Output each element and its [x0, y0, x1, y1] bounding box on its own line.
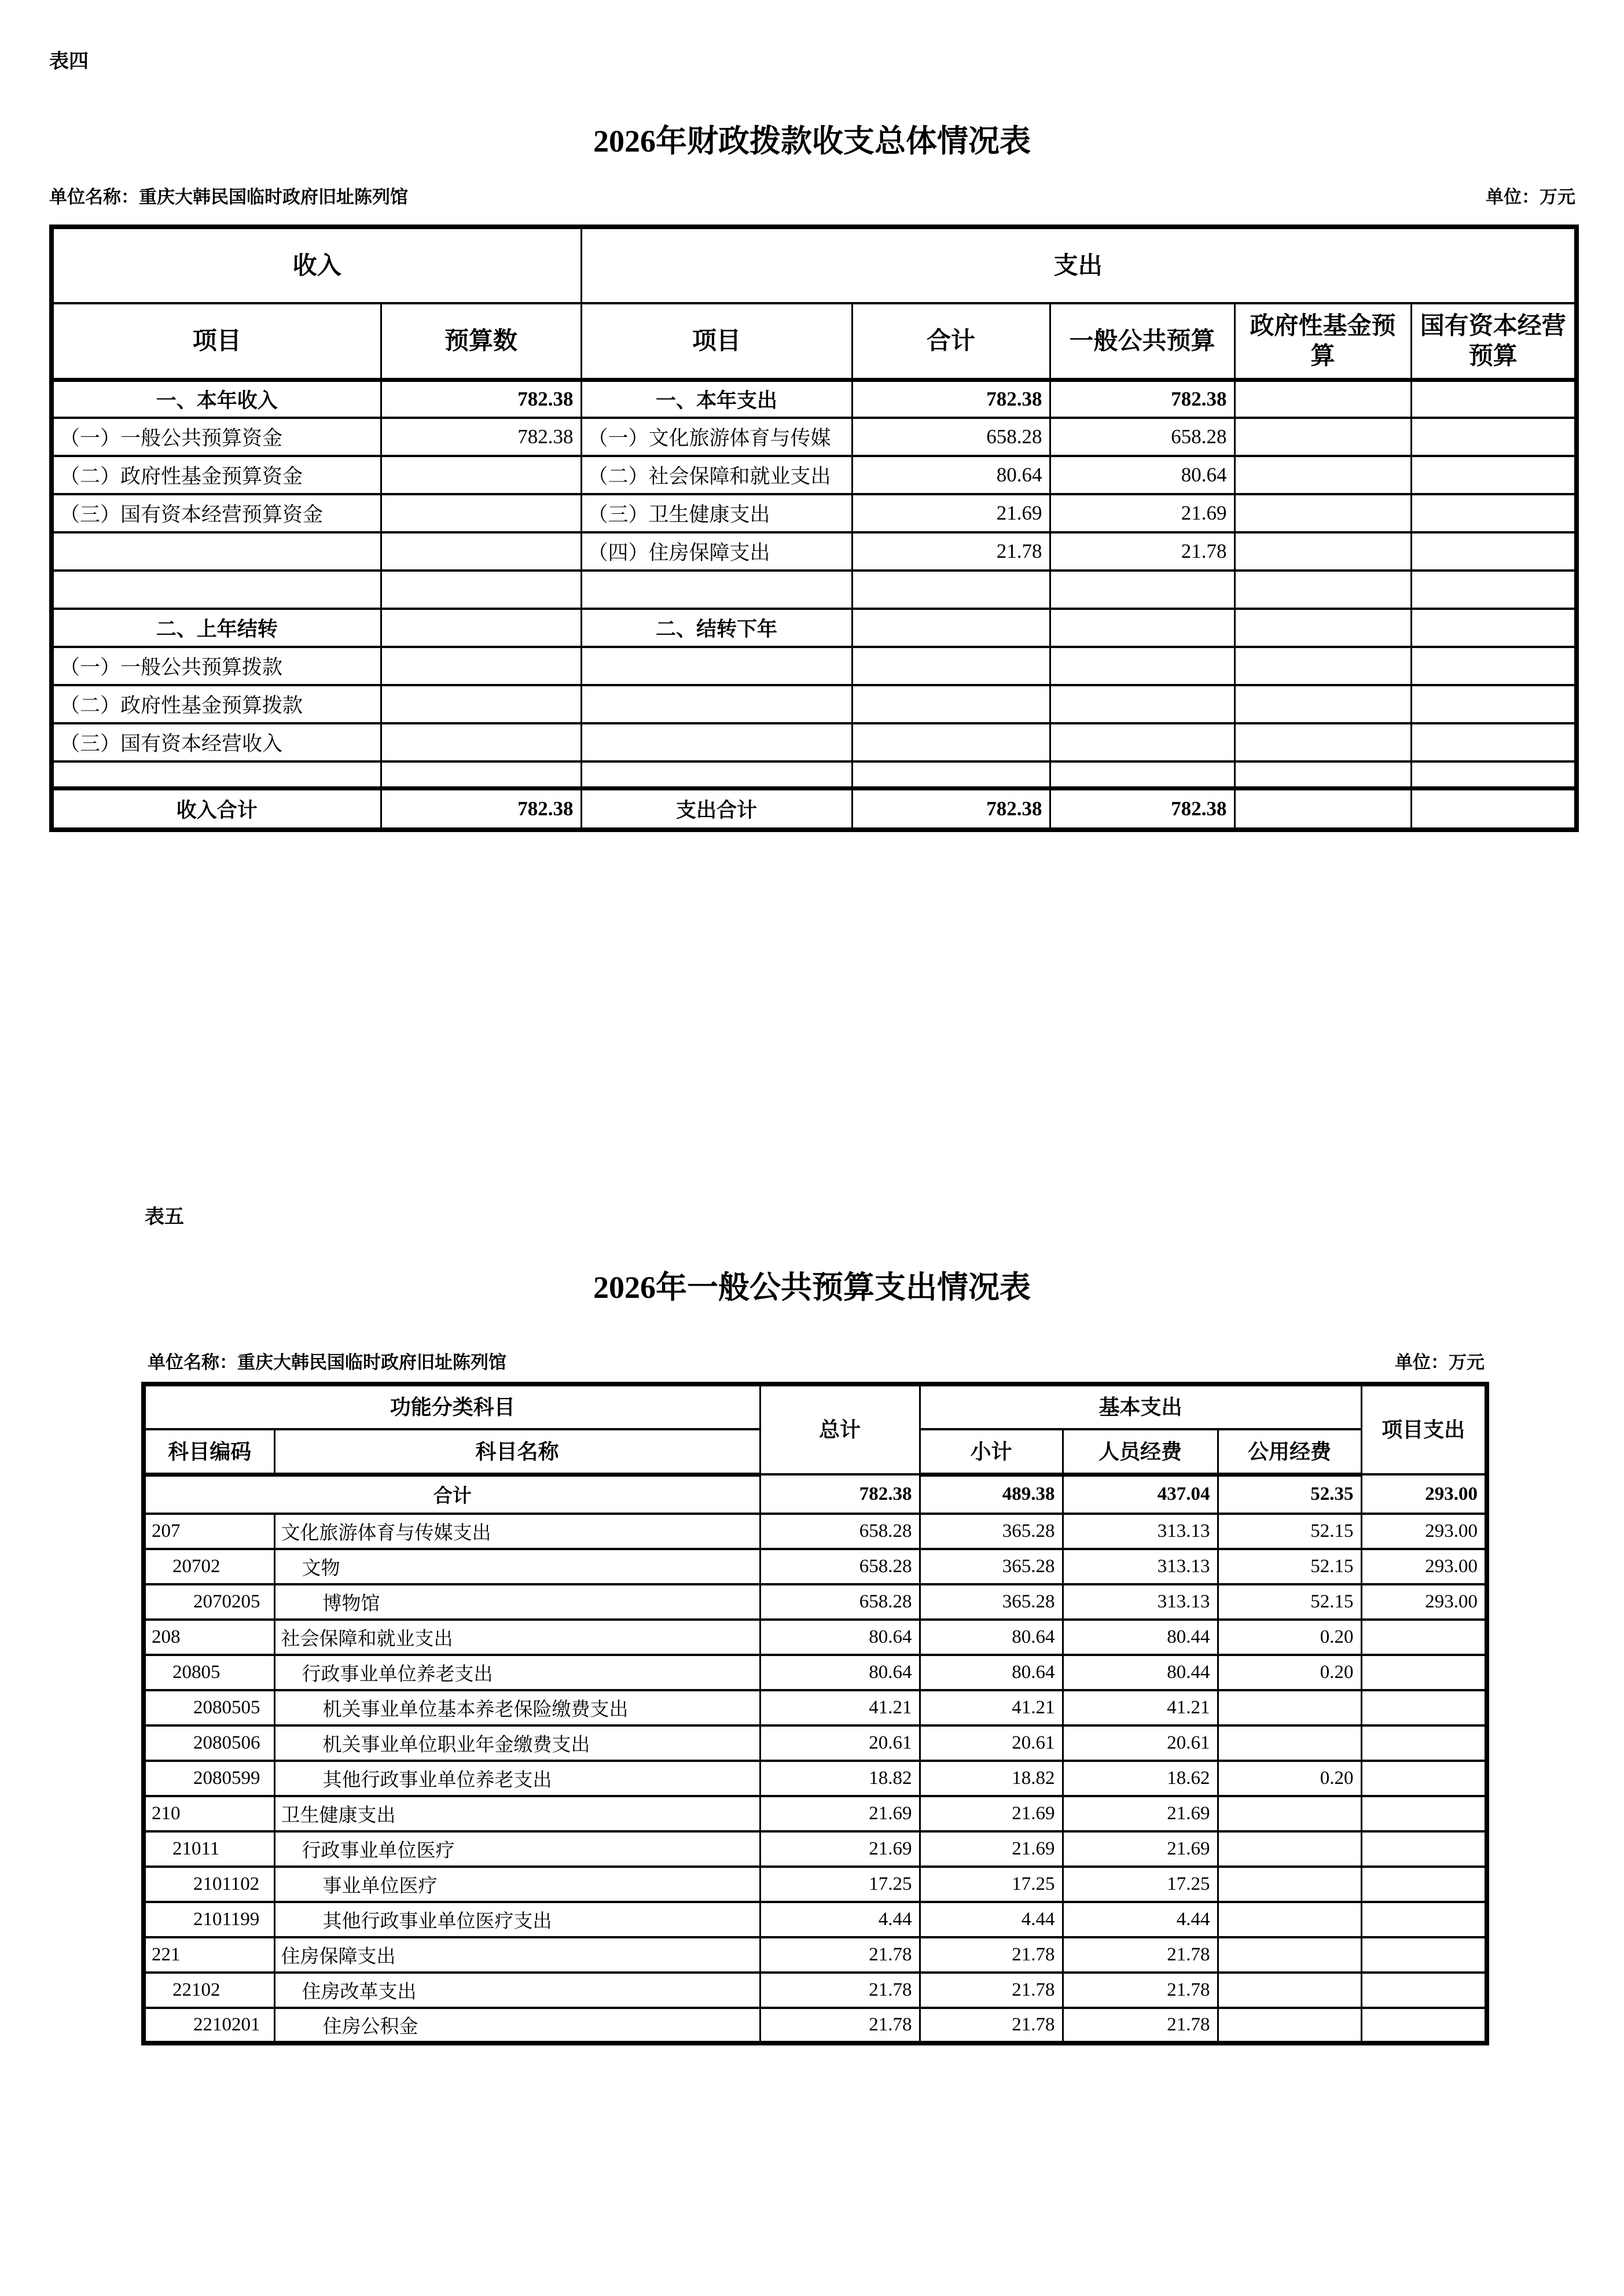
budget-summary-table — [49, 225, 1579, 832]
cell-general — [1050, 761, 1234, 788]
cell-code: 2210201 — [144, 2008, 274, 2043]
cell-subtotal: 365.28 — [920, 1549, 1063, 1584]
cell-personnel: 41.21 — [1063, 1690, 1218, 1725]
cell-project — [1361, 1867, 1487, 1902]
cell-public — [1218, 1725, 1361, 1761]
cell-project: 293.00 — [1361, 1514, 1487, 1549]
cell-fund — [1234, 609, 1411, 647]
cell-income_item: 一、本年收入 — [52, 380, 381, 418]
cell-public — [1218, 1902, 1361, 1937]
cell-income_value: 782.38 — [381, 380, 581, 418]
cell-income_item: 二、上年结转 — [52, 609, 381, 647]
sheet5-meta-line — [148, 1352, 1485, 1373]
cell-expense_item — [581, 723, 852, 761]
cell-total: 18.82 — [760, 1761, 920, 1796]
cell-expense_item: （三）卫生健康支出 — [581, 494, 852, 532]
cell-general: 782.38 — [1050, 788, 1234, 830]
cell-name: 住房改革支出 — [274, 1973, 760, 2008]
cell-total — [852, 571, 1050, 609]
cell-general: 658.28 — [1050, 418, 1234, 456]
table-row — [52, 609, 1577, 647]
cell-income_value — [381, 647, 581, 685]
cell-expense_item: （一）文化旅游体育与传媒 — [581, 418, 852, 456]
cell-capital — [1411, 494, 1577, 532]
table-row — [52, 685, 1577, 723]
cell-expense_item — [581, 647, 852, 685]
general-public-budget-header: 一般公共预算 — [1050, 303, 1234, 380]
sheet4-title: 2026年财政拨款收支总体情况表 — [593, 124, 1031, 159]
cell-fund — [1234, 685, 1411, 723]
cell-public — [1218, 1937, 1361, 1973]
cell-personnel: 21.69 — [1063, 1796, 1218, 1831]
cell-project: 293.00 — [1361, 1474, 1487, 1514]
cell-fund — [1234, 647, 1411, 685]
expense-item-header: 项目 — [581, 303, 852, 380]
table-row — [144, 1867, 1487, 1902]
cell-project: 293.00 — [1361, 1549, 1487, 1584]
sheet4-unit-label: 单位：万元 — [1486, 187, 1575, 207]
expense-group-header: 支出 — [581, 227, 1577, 303]
cell-total: 21.78 — [760, 1973, 920, 2008]
cell-capital — [1411, 571, 1577, 609]
cell-total: 782.38 — [760, 1474, 920, 1514]
cell-total: 21.69 — [760, 1831, 920, 1867]
cell-fund — [1234, 788, 1411, 830]
cell-general: 21.78 — [1050, 532, 1234, 571]
cell-personnel: 313.13 — [1063, 1514, 1218, 1549]
cell-subtotal: 17.25 — [920, 1867, 1063, 1902]
cell-project — [1361, 1831, 1487, 1867]
cell-fund — [1234, 571, 1411, 609]
cell-subtotal: 21.78 — [920, 1973, 1063, 2008]
cell-project — [1361, 1973, 1487, 2008]
cell-code: 208 — [144, 1620, 274, 1655]
grand-total-header: 总计 — [760, 1384, 920, 1474]
table-row — [52, 761, 1577, 788]
cell-code: 2101199 — [144, 1902, 274, 1937]
cell-subtotal: 21.69 — [920, 1796, 1063, 1831]
cell-personnel: 4.44 — [1063, 1902, 1218, 1937]
cell-name: 机关事业单位基本养老保险缴费支出 — [274, 1690, 760, 1725]
cell-code: 2080506 — [144, 1725, 274, 1761]
cell-total: 658.28 — [852, 418, 1050, 456]
cell-personnel: 437.04 — [1063, 1474, 1218, 1514]
cell-subtotal: 4.44 — [920, 1902, 1063, 1937]
cell-total — [852, 647, 1050, 685]
cell-public: 52.15 — [1218, 1584, 1361, 1620]
cell-total: 21.69 — [760, 1796, 920, 1831]
cell-income_item — [52, 571, 381, 609]
cell-fund — [1234, 761, 1411, 788]
table-row — [144, 1549, 1487, 1584]
cell-code: 2080599 — [144, 1761, 274, 1796]
cell-total: 20.61 — [760, 1725, 920, 1761]
income-item-header: 项目 — [52, 303, 381, 380]
cell-capital — [1411, 723, 1577, 761]
cell-income_value — [381, 761, 581, 788]
cell-total: 17.25 — [760, 1867, 920, 1902]
state-capital-budget-header: 国有资本经营预算 — [1411, 303, 1577, 380]
sheet4-unit-name: 单位名称：重庆大韩民国临时政府旧址陈列馆 — [49, 187, 408, 207]
cell-public — [1218, 1973, 1361, 2008]
sheet4-meta-line — [49, 186, 1575, 208]
cell-public: 52.15 — [1218, 1549, 1361, 1584]
cell-personnel: 21.69 — [1063, 1831, 1218, 1867]
cell-total: 41.21 — [760, 1690, 920, 1725]
cell-personnel: 80.44 — [1063, 1655, 1218, 1690]
cell-fund — [1234, 418, 1411, 456]
sheet4-label: 表四 — [49, 50, 89, 72]
cell-subtotal: 21.78 — [920, 1937, 1063, 1973]
cell-project — [1361, 1761, 1487, 1796]
cell-public: 52.35 — [1218, 1474, 1361, 1514]
cell-expense_item — [581, 761, 852, 788]
table-row — [52, 788, 1577, 830]
cell-income_value — [381, 723, 581, 761]
cell-income_item: （三）国有资本经营预算资金 — [52, 494, 381, 532]
cell-total: 21.78 — [760, 1937, 920, 1973]
cell-capital — [1411, 418, 1577, 456]
table-body — [144, 1474, 1487, 2043]
cell-project — [1361, 1655, 1487, 1690]
cell-name: 其他行政事业单位医疗支出 — [274, 1902, 760, 1937]
cell-project — [1361, 1620, 1487, 1655]
cell-general — [1050, 647, 1234, 685]
cell-public — [1218, 1831, 1361, 1867]
table-row — [144, 1761, 1487, 1796]
table-row — [144, 1620, 1487, 1655]
cell-project: 293.00 — [1361, 1584, 1487, 1620]
project-expense-header: 项目支出 — [1361, 1384, 1487, 1474]
cell-total: 658.28 — [760, 1514, 920, 1549]
expenditure-detail-table — [141, 1382, 1489, 2045]
cell-project — [1361, 1902, 1487, 1937]
cell-income_item: （三）国有资本经营收入 — [52, 723, 381, 761]
table-row — [52, 380, 1577, 418]
table-row — [52, 456, 1577, 494]
cell-personnel: 18.62 — [1063, 1761, 1218, 1796]
cell-code: 210 — [144, 1796, 274, 1831]
cell-name: 文化旅游体育与传媒支出 — [274, 1514, 760, 1549]
cell-income_value — [381, 494, 581, 532]
cell-code: 221 — [144, 1937, 274, 1973]
cell-project — [1361, 1937, 1487, 1973]
function-class-header: 功能分类科目 — [144, 1384, 760, 1429]
cell-total: 782.38 — [852, 788, 1050, 830]
cell-fund — [1234, 380, 1411, 418]
cell-capital — [1411, 761, 1577, 788]
cell-name: 文物 — [274, 1549, 760, 1584]
table-row — [144, 1474, 1487, 1514]
subject-name-header: 科目名称 — [274, 1429, 760, 1474]
cell-name: 博物馆 — [274, 1584, 760, 1620]
cell-subtotal: 80.64 — [920, 1620, 1063, 1655]
cell-personnel: 313.13 — [1063, 1549, 1218, 1584]
table-row — [144, 1937, 1487, 1973]
cell-subtotal: 365.28 — [920, 1584, 1063, 1620]
table-row — [52, 647, 1577, 685]
cell-personnel: 20.61 — [1063, 1725, 1218, 1761]
cell-expense_item — [581, 571, 852, 609]
table-row — [52, 571, 1577, 609]
cell-personnel: 21.78 — [1063, 2008, 1218, 2043]
cell-code: 20805 — [144, 1655, 274, 1690]
cell-income_value: 782.38 — [381, 788, 581, 830]
cell-income_value — [381, 532, 581, 571]
cell-name: 行政事业单位养老支出 — [274, 1655, 760, 1690]
cell-public — [1218, 1690, 1361, 1725]
cell-personnel: 80.44 — [1063, 1620, 1218, 1655]
cell-code: 2101102 — [144, 1867, 274, 1902]
cell-income_item: （一）一般公共预算拨款 — [52, 647, 381, 685]
cell-name: 卫生健康支出 — [274, 1796, 760, 1831]
table-body — [52, 380, 1577, 830]
cell-total: 80.64 — [852, 456, 1050, 494]
cell-personnel: 17.25 — [1063, 1867, 1218, 1902]
table-row — [52, 723, 1577, 761]
cell-capital — [1411, 647, 1577, 685]
sheet5-unit-label: 单位：万元 — [1395, 1352, 1485, 1373]
table-row — [144, 1725, 1487, 1761]
cell-expense_item: 二、结转下年 — [581, 609, 852, 647]
cell-subtotal: 80.64 — [920, 1655, 1063, 1690]
cell-personnel: 21.78 — [1063, 1937, 1218, 1973]
cell-general: 80.64 — [1050, 456, 1234, 494]
table-row — [144, 1973, 1487, 2008]
table-header-row — [52, 227, 1577, 303]
sheet5-title: 2026年一般公共预算支出情况表 — [593, 1270, 1031, 1305]
cell-personnel: 313.13 — [1063, 1584, 1218, 1620]
cell-total — [852, 609, 1050, 647]
cell-income_value — [381, 609, 581, 647]
cell-subtotal: 365.28 — [920, 1514, 1063, 1549]
cell-total: 21.78 — [852, 532, 1050, 571]
cell-expense_item: （四）住房保障支出 — [581, 532, 852, 571]
income-budget-header: 预算数 — [381, 303, 581, 380]
cell-general — [1050, 685, 1234, 723]
sheet5-unit-name: 单位名称：重庆大韩民国临时政府旧址陈列馆 — [148, 1352, 506, 1373]
cell-public: 0.20 — [1218, 1761, 1361, 1796]
cell-subtotal: 41.21 — [920, 1690, 1063, 1725]
cell-income_item — [52, 761, 381, 788]
cell-name: 行政事业单位医疗 — [274, 1831, 760, 1867]
personnel-expense-header: 人员经费 — [1063, 1429, 1218, 1474]
cell-income_item: （一）一般公共预算资金 — [52, 418, 381, 456]
cell-general — [1050, 723, 1234, 761]
cell-income_value: 782.38 — [381, 418, 581, 456]
cell-total — [852, 761, 1050, 788]
cell-expense_item — [581, 685, 852, 723]
cell-capital — [1411, 609, 1577, 647]
table-row — [144, 1831, 1487, 1867]
cell-general: 21.69 — [1050, 494, 1234, 532]
cell-capital — [1411, 456, 1577, 494]
cell-public: 0.20 — [1218, 1655, 1361, 1690]
sheet5-label: 表五 — [145, 1206, 184, 1228]
table-header-row — [52, 303, 1577, 380]
public-expense-header: 公用经费 — [1218, 1429, 1361, 1474]
cell-name: 合计 — [144, 1474, 760, 1514]
cell-project — [1361, 1690, 1487, 1725]
cell-public — [1218, 1867, 1361, 1902]
table-row — [144, 1584, 1487, 1620]
cell-total — [852, 723, 1050, 761]
cell-expense_item: 一、本年支出 — [581, 380, 852, 418]
cell-income_value — [381, 685, 581, 723]
cell-name: 机关事业单位职业年金缴费支出 — [274, 1725, 760, 1761]
cell-capital — [1411, 788, 1577, 830]
cell-total: 21.78 — [760, 2008, 920, 2043]
cell-income_item — [52, 532, 381, 571]
cell-fund — [1234, 456, 1411, 494]
cell-capital — [1411, 380, 1577, 418]
table-row — [144, 1690, 1487, 1725]
cell-general — [1050, 571, 1234, 609]
expense-total-header: 合计 — [852, 303, 1050, 380]
cell-expense_item: （二）社会保障和就业支出 — [581, 456, 852, 494]
cell-subtotal: 489.38 — [920, 1474, 1063, 1514]
cell-public — [1218, 1796, 1361, 1831]
cell-total — [852, 685, 1050, 723]
cell-total: 4.44 — [760, 1902, 920, 1937]
cell-total: 658.28 — [760, 1584, 920, 1620]
cell-fund — [1234, 532, 1411, 571]
cell-total: 782.38 — [852, 380, 1050, 418]
cell-total: 21.69 — [852, 494, 1050, 532]
table-row — [144, 1796, 1487, 1831]
cell-subtotal: 18.82 — [920, 1761, 1063, 1796]
subject-code-header: 科目编码 — [144, 1429, 274, 1474]
basic-expense-group-header: 基本支出 — [920, 1384, 1361, 1429]
cell-name: 事业单位医疗 — [274, 1867, 760, 1902]
cell-total: 80.64 — [760, 1655, 920, 1690]
cell-name: 社会保障和就业支出 — [274, 1620, 760, 1655]
cell-name: 住房公积金 — [274, 2008, 760, 2043]
cell-subtotal: 21.69 — [920, 1831, 1063, 1867]
subtotal-header: 小计 — [920, 1429, 1063, 1474]
table-row — [144, 1902, 1487, 1937]
cell-capital — [1411, 685, 1577, 723]
cell-total: 80.64 — [760, 1620, 920, 1655]
cell-expense_item: 支出合计 — [581, 788, 852, 830]
cell-subtotal: 21.78 — [920, 2008, 1063, 2043]
table-row — [144, 1514, 1487, 1549]
cell-fund — [1234, 494, 1411, 532]
cell-subtotal: 20.61 — [920, 1725, 1063, 1761]
cell-code: 20702 — [144, 1549, 274, 1584]
cell-project — [1361, 1796, 1487, 1831]
cell-income_value — [381, 456, 581, 494]
cell-name: 住房保障支出 — [274, 1937, 760, 1973]
cell-general: 782.38 — [1050, 380, 1234, 418]
cell-income_item: （二）政府性基金预算拨款 — [52, 685, 381, 723]
cell-fund — [1234, 723, 1411, 761]
cell-general — [1050, 609, 1234, 647]
table-row — [144, 1655, 1487, 1690]
gov-fund-budget-header: 政府性基金预算 — [1234, 303, 1411, 380]
cell-code: 22102 — [144, 1973, 274, 2008]
cell-public: 0.20 — [1218, 1620, 1361, 1655]
cell-income_item: （二）政府性基金预算资金 — [52, 456, 381, 494]
table-header-row — [144, 1384, 1487, 1429]
table-row — [144, 2008, 1487, 2043]
cell-project — [1361, 1725, 1487, 1761]
table-row — [52, 494, 1577, 532]
cell-code: 2080505 — [144, 1690, 274, 1725]
cell-public — [1218, 2008, 1361, 2043]
cell-code: 207 — [144, 1514, 274, 1549]
cell-total: 658.28 — [760, 1549, 920, 1584]
cell-income_value — [381, 571, 581, 609]
cell-project — [1361, 2008, 1487, 2043]
cell-code: 2070205 — [144, 1584, 274, 1620]
table-row — [52, 532, 1577, 571]
cell-public: 52.15 — [1218, 1514, 1361, 1549]
income-group-header: 收入 — [52, 227, 581, 303]
cell-code: 21011 — [144, 1831, 274, 1867]
cell-name: 其他行政事业单位养老支出 — [274, 1761, 760, 1796]
table-row — [52, 418, 1577, 456]
cell-income_item: 收入合计 — [52, 788, 381, 830]
cell-personnel: 21.78 — [1063, 1973, 1218, 2008]
cell-capital — [1411, 532, 1577, 571]
